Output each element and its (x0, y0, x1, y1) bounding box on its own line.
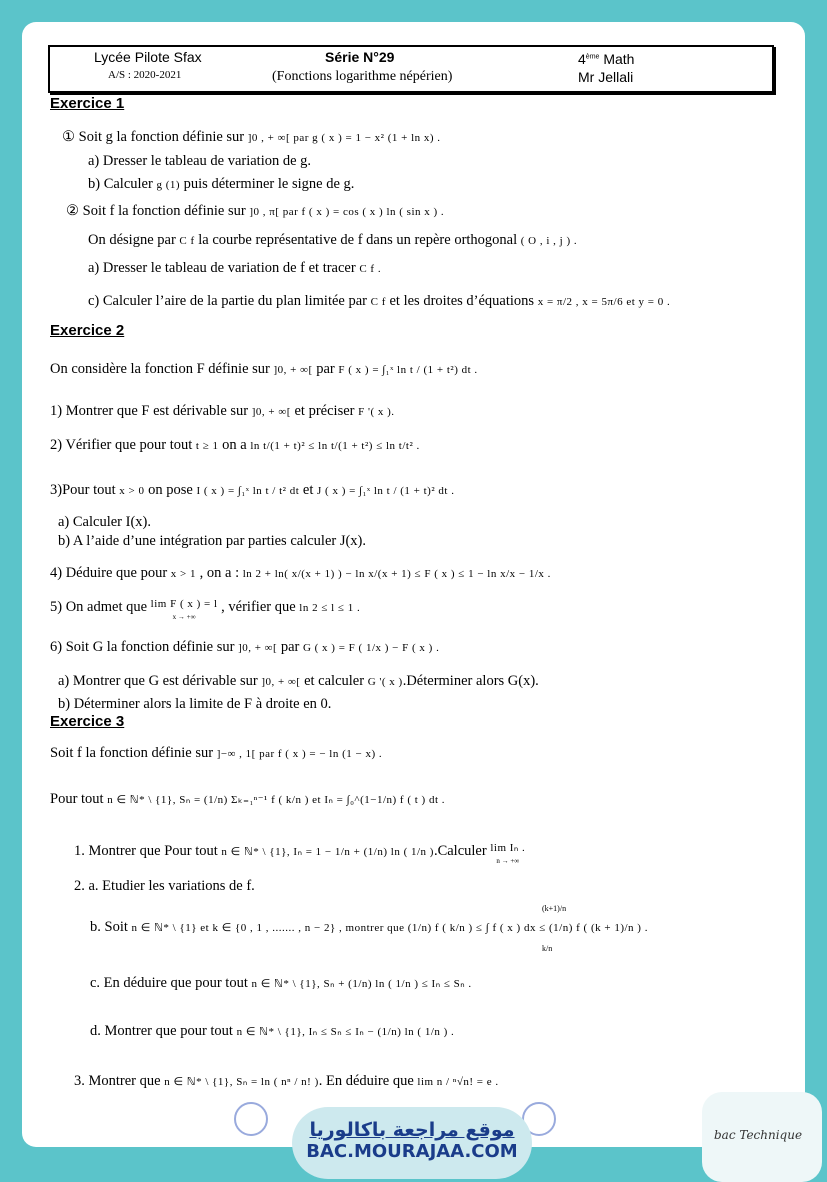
ex2-line-6: b) A l’aide d’une intégration par parties calculer J(x). (58, 533, 367, 549)
exercise-3-title: Exercice 3 (50, 713, 125, 730)
ex3-integral-lower-bound: k/n (542, 944, 553, 953)
ex1-line-4: ② Soit f la fonction définie sur ]0 , π[ par f ( x ) = cos ( x ) ln ( sin x ) . (66, 203, 445, 219)
ex1-line-3: b) Calculer g (1) puis déterminer le signe de g. (88, 176, 355, 192)
ex3-line-8: 3. Montrer que n ∈ ℕ* \ {1}, Sₙ = ln ( nⁿ / n! ). En déduire que lim n / ⁿ√n! = e . (74, 1073, 499, 1089)
ex2-line-10: a) Montrer que G est dérivable sur ]0, + ∞[ et calculer G '( x ).Déterminer alors G(x). (58, 673, 539, 689)
ex2-line-8: 5) On admet que lim F ( x ) = l x → +∞ , vérifier que ln 2 ≤ l ≤ 1 . (50, 598, 361, 621)
ex3-line-1: Soit f la fonction définie sur ]−∞ , 1[ par f ( x ) = − ln (1 − x) . (50, 745, 383, 761)
school-year: A/S : 2020-2021 (108, 69, 182, 81)
banner-url[interactable]: BAC.MOURAJAA.COM (306, 1141, 518, 1162)
site-banner[interactable] (292, 1107, 532, 1179)
ex1-line-5: On désigne par C f la courbe représentative de f dans un repère orthogonal ( O , i , j ) . (88, 232, 578, 248)
ex3-line-2: Pour tout n ∈ ℕ* \ {1}, Sₙ = (1/n) Σₖ₌₁ⁿ⁻¹ f ( k/n ) et Iₙ = ∫₀^(1−1/n) f ( t ) dt . (50, 791, 446, 807)
ex2-line-9: 6) Soit G la fonction définie sur ]0, + ∞[ par G ( x ) = F ( 1/x ) − F ( x ) . (50, 639, 440, 655)
ex1-line-1: ① Soit g la fonction définie sur ]0 , + ∞[ par g ( x ) = 1 − x² (1 + ln x) . (62, 129, 441, 145)
ex3-line-5: b. Soit n ∈ ℕ* \ {1} et k ∈ {0 , 1 , ....... , n − 2} , montrer que (1/n) f ( k/n ) ≤ ∫ f ( x ) dx ≤ (1/n) f ( (k + 1)/n ) . (90, 919, 648, 935)
teacher-name: Mr Jellali (578, 69, 634, 85)
bac-technique-logo: bac Technique (702, 1092, 822, 1182)
exercise-1-title: Exercice 1 (50, 95, 125, 112)
ex2-line-3: 2) Vérifier que pour tout t ≥ 1 on a ln t/(1 + t)² ≤ ln t/(1 + t²) ≤ ln t/t² . (50, 437, 420, 453)
ex2-line-1: On considère la fonction F définie sur ]0, + ∞[ par F ( x ) = ∫₁ˣ ln t / (1 + t²) dt . (50, 361, 478, 377)
ex2-line-11: b) Déterminer alors la limite de F à droite en 0. (58, 696, 332, 712)
exercise-2-title: Exercice 2 (50, 322, 125, 339)
ex3-line-3: 1. Montrer que Pour tout n ∈ ℕ* \ {1}, Iₙ = 1 − 1/n + (1/n) ln ( 1/n ).Calculer lim Iₙ . n → +∞ (74, 842, 526, 865)
ex3-integral-upper-bound: (k+1)/n (542, 904, 567, 913)
serie-subtitle: (Fonctions logarithme népérien) (272, 69, 453, 84)
decorative-bubble-left (234, 1102, 268, 1136)
ex2-line-2: 1) Montrer que F est dérivable sur ]0, + ∞[ et préciser F '( x ). (50, 403, 395, 419)
ex3-line-7: d. Montrer que pour tout n ∈ ℕ* \ {1}, Iₙ ≤ Sₙ ≤ Iₙ − (1/n) ln ( 1/n ) . (90, 1023, 455, 1039)
header-box (48, 45, 774, 93)
ex3-line-4: 2. a. Etudier les variations de f. (74, 878, 255, 894)
level: 4ème Math (578, 51, 635, 67)
serie-title: Série N°29 (325, 49, 395, 65)
ex2-line-7: 4) Déduire que pour x > 1 , on a : ln 2 + ln( x/(x + 1) ) − ln x/(x + 1) ≤ F ( x ) ≤ 1 − ln x/x − 1/x . (50, 565, 551, 581)
ex3-line-6: c. En déduire que pour tout n ∈ ℕ* \ {1}, Sₙ + (1/n) ln ( 1/n ) ≤ Iₙ ≤ Sₙ . (90, 975, 472, 991)
school-name: Lycée Pilote Sfax (94, 49, 202, 65)
ex1-line-7: c) Calculer l’aire de la partie du plan limitée par C f et les droites d’équations x = π/2 , x = 5π/6 et y = 0 . (88, 293, 671, 309)
ex2-line-4: 3)Pour tout x > 0 on pose I ( x ) = ∫₁ˣ ln t / t² dt et J ( x ) = ∫₁ˣ ln t / (1 + t)² dt . (50, 482, 455, 498)
ex1-line-6: a) Dresser le tableau de variation de f et tracer C f . (88, 260, 382, 276)
ex1-line-2: a) Dresser le tableau de variation de g. (88, 153, 312, 169)
ex2-line-5: a) Calculer I(x). (58, 514, 151, 530)
document-page (22, 22, 805, 1162)
banner-arabic-text: موقع مراجعة باكالوريا (309, 1119, 515, 1141)
